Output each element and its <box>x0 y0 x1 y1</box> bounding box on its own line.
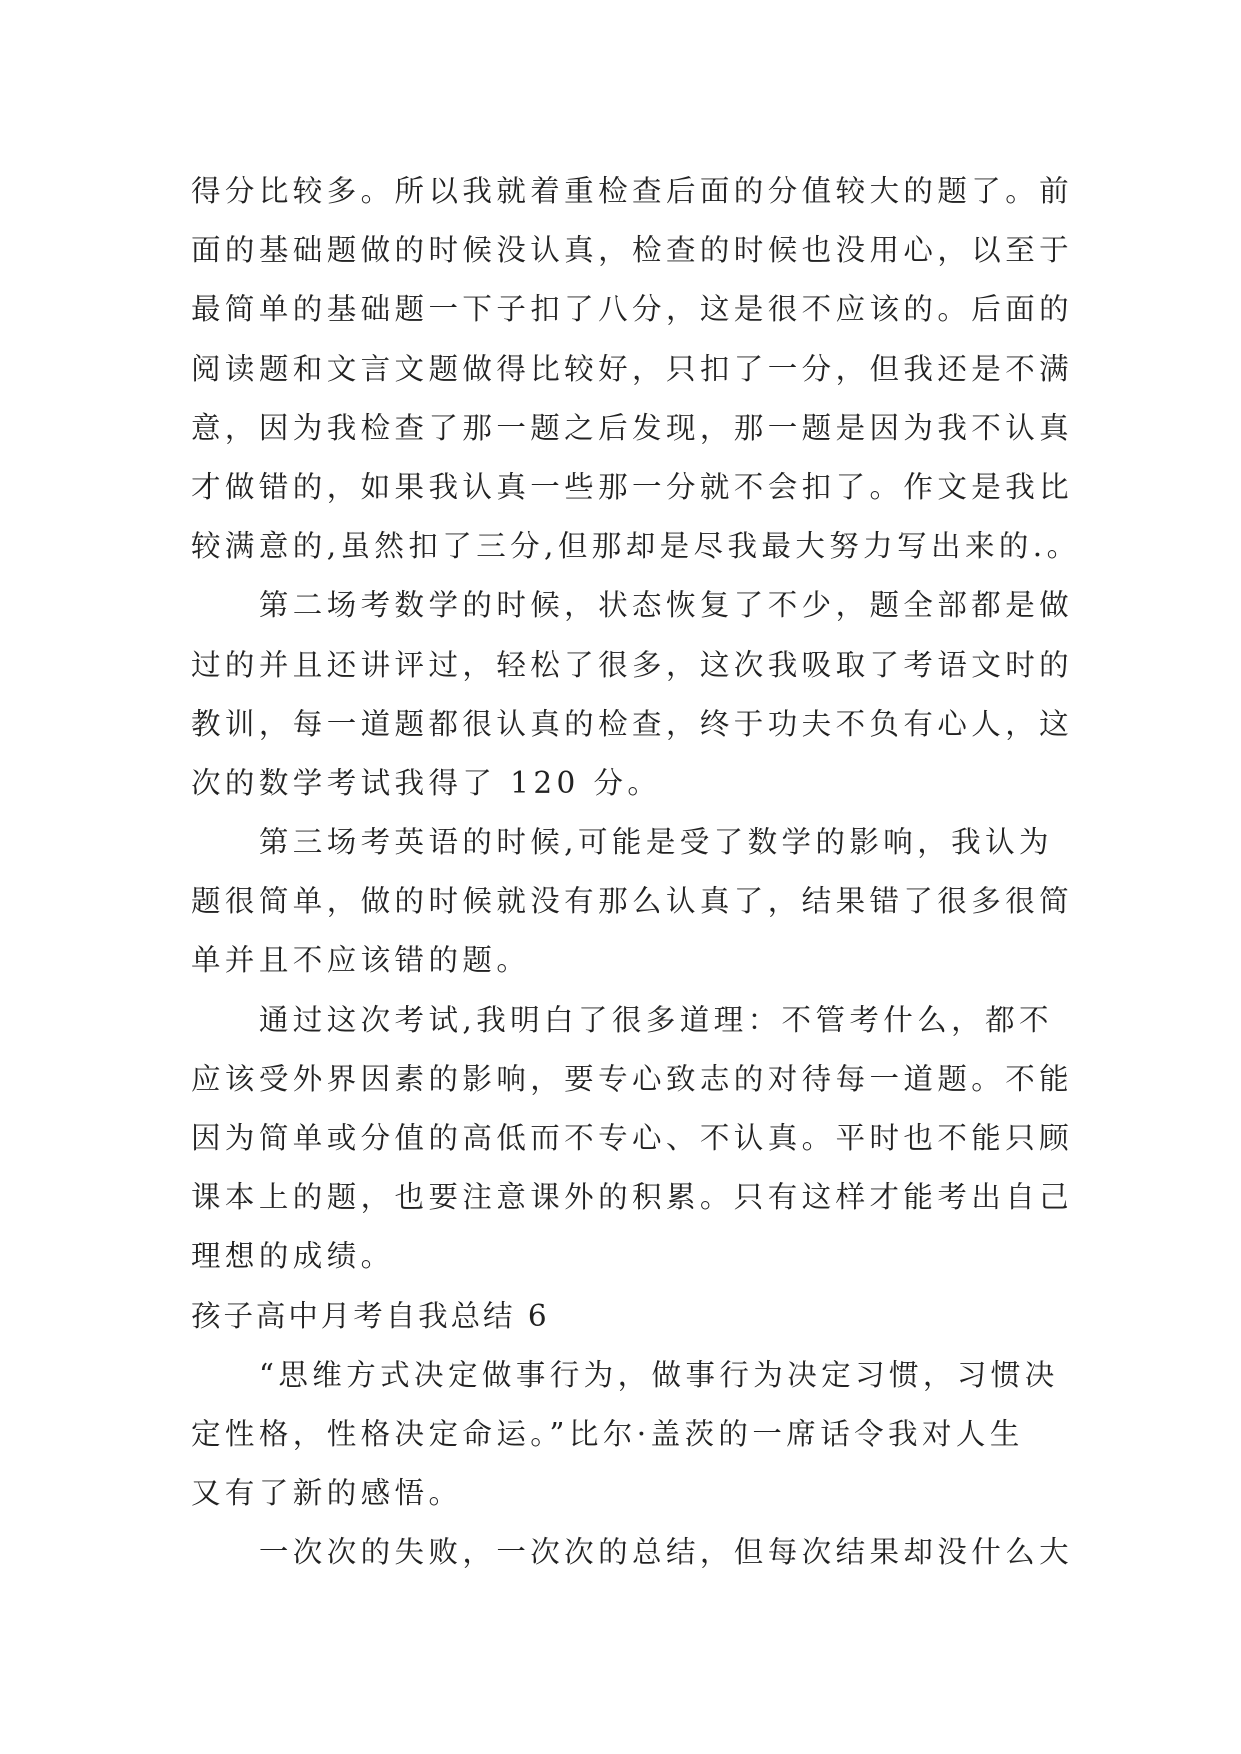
paragraph-line: 面的基础题做的时候没认真，检查的时候也没用心，以至于 <box>191 233 1074 268</box>
paragraph-line: 理想的成绩。 <box>191 1239 395 1274</box>
paragraph-line: 才做错的，如果我认真一些那一分就不会扣了。作文是我比 <box>191 469 1074 504</box>
paragraph-line: 单并且不应该错的题。 <box>191 943 531 978</box>
paragraph-line: “思维方式决定做事行为，做事行为决定习惯，习惯决 <box>191 1357 1059 1392</box>
paragraph-line: 第二场考数学的时候，状态恢复了不少，题全部都是做 <box>191 588 1074 623</box>
paragraph-line: 次的数学考试我得了 120 分。 <box>191 765 662 800</box>
paragraph-line: 最简单的基础题一下子扣了八分，这是很不应该的。后面的 <box>191 292 1074 327</box>
paragraph-line: 通过这次考试,我明白了很多道理：不管考什么，都不 <box>191 1002 1053 1037</box>
paragraph-line: 过的并且还讲评过，轻松了很多，这次我吸取了考语文时的 <box>191 647 1074 682</box>
section-heading: 孩子高中月考自我总结 6 <box>191 1298 550 1333</box>
paragraph-line: 一次次的失败，一次次的总结，但每次结果却没什么大 <box>191 1535 1074 1570</box>
paragraph-line: 第三场考英语的时候,可能是受了数学的影响，我认为 <box>191 825 1053 860</box>
paragraph-line: 教训，每一道题都很认真的检查，终于功夫不负有心人，这 <box>191 706 1074 741</box>
paragraph-line: 定性格，性格决定命运。”比尔·盖茨的一席话令我对人生 <box>191 1416 1024 1451</box>
paragraph-line: 因为简单或分值的高低而不专心、不认真。平时也不能只顾 <box>191 1121 1074 1155</box>
paragraph-line: 阅读题和文言文题做得比较好，只扣了一分，但我还是不满 <box>191 351 1074 386</box>
paragraph-line: 意，因为我检查了那一题之后发现，那一题是因为我不认真 <box>191 410 1074 445</box>
paragraph-line: 课本上的题，也要注意课外的积累。只有这样才能考出自己 <box>191 1180 1074 1215</box>
paragraph-line: 题很简单，做的时候就没有那么认真了，结果错了很多很简 <box>191 884 1074 919</box>
document-body <box>191 162 1081 1583</box>
paragraph-line: 应该受外界因素的影响，要专心致志的对待每一道题。不能 <box>191 1061 1074 1096</box>
paragraph-line: 较满意的,虽然扣了三分,但那却是尽我最大努力写出来的.。 <box>191 529 1081 564</box>
paragraph-line: 得分比较多。所以我就着重检查后面的分值较大的题了。前 <box>191 174 1074 208</box>
paragraph-line: 又有了新的感悟。 <box>191 1476 463 1511</box>
